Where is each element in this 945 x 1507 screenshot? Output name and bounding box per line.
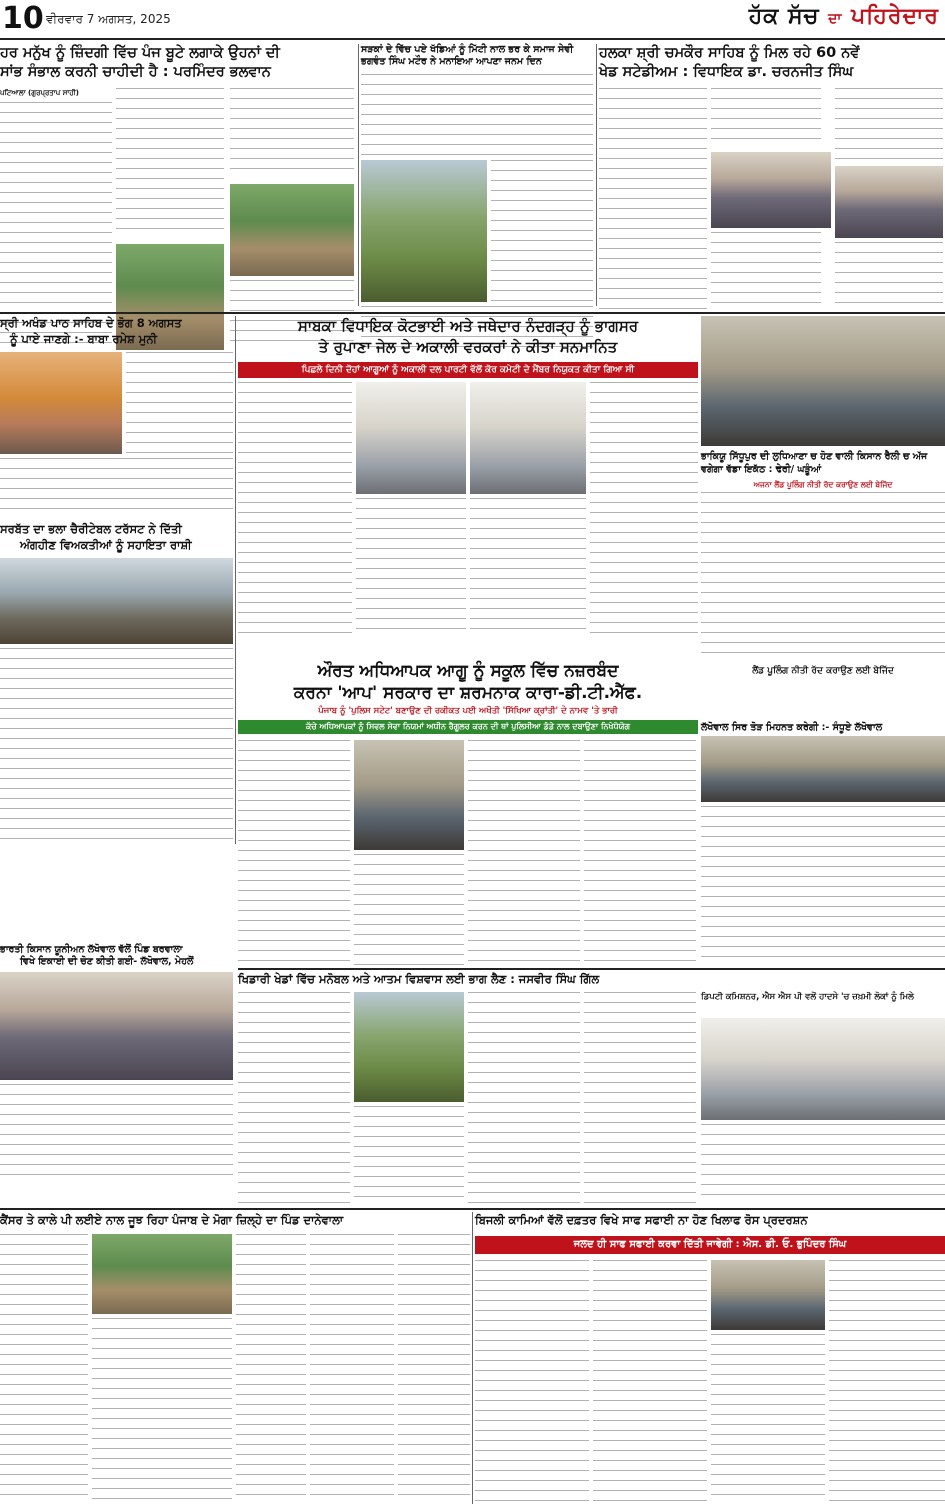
paper-name xyxy=(749,4,939,29)
article-headline-line1: ਸਾਬਕਾ ਵਿਧਾਇਕ ਕੋਟਭਾਈ ਅਤੇ ਜਥੇਦਾਰ ਨੰਦਗੜ੍ਹ ਨੂੰ ਭਾਗਸਰ xyxy=(297,317,639,335)
article-headline: ਲੱਖੋਵਾਲ ਸਿਰ ਤੋੜ ਮਿਹਨਤ ਕਰੇਗੀ :- ਸੰਧੂਏ ਲੱਖੋਵਾਲ xyxy=(701,722,883,733)
article-body xyxy=(354,1106,464,1204)
article-body xyxy=(0,458,233,518)
article-body xyxy=(356,498,466,638)
article-body xyxy=(92,1318,232,1504)
article-body xyxy=(491,160,593,302)
article-headline-line1: ਸਰਬੱਤ ਦਾ ਭਲਾ ਚੈਰੀਟੇਬਲ ਟਰੱਸਟ ਨੇ ਦਿੱਤੀ xyxy=(0,522,182,536)
article-body xyxy=(398,1234,470,1504)
article-body xyxy=(701,492,945,662)
article-body xyxy=(238,992,350,1204)
lakhowal-meeting-photo xyxy=(701,736,945,802)
akali-meeting-photo xyxy=(356,382,466,494)
article-teacher-detention xyxy=(238,660,698,970)
stadium-ceremony-photo xyxy=(835,166,943,238)
article-body xyxy=(236,1234,306,1504)
article-body xyxy=(835,242,943,310)
road-repair-photo xyxy=(361,160,487,302)
article-headline: ਡਿਪਟੀ ਕਮਿਸ਼ਨਰ, ਐਸ ਐਸ ਪੀ ਵਲੋਂ ਹਾਦਸੇ 'ਚ ਜ਼ਖ਼ਮੀ ਲੋਕਾਂ ਨੂੰ ਮਿਲੇ xyxy=(701,992,914,1002)
article-body xyxy=(0,1234,88,1504)
article-headline: ਕੈਂਸਰ ਤੇ ਕਾਲੇ ਪੀ ਲਈਏ ਨਾਲ ਜੂਝ ਰਿਹਾ ਪੰਜਾਬ ਦੇ ਮੋਗਾ ਜ਼ਿਲ੍ਹੇ ਦਾ ਪਿੰਡ ਦਾਨੇਵਾਲਾ xyxy=(0,1213,344,1227)
article-headline-line2: ਨੂੰ ਪਾਏ ਜਾਣਗੇ :- ਬਾਬਾ ਰਮੇਸ਼ ਮੁਨੀ xyxy=(10,332,158,346)
stadium-announcement-photo xyxy=(711,152,831,228)
article-tagline: ਲੈਂਡ ਪੂਲਿੰਗ ਨੀਤੀ ਰੱਦ ਕਰਾਉਣ ਲਈ ਬੇਜਿੱਦ xyxy=(752,666,894,676)
page-number: 10 xyxy=(2,1,44,36)
article-dateline: ਪਟਿਆਲਾ (ਗੁਰਪ੍ਰਤਾਪ ਸਾਹੀ) xyxy=(0,89,80,97)
article-headline-line2: ਖੇਡ ਸਟੇਡੀਅਮ : ਵਿਧਾਇਕ ਡਾ. ਚਰਨਜੀਤ ਸਿੰਘ xyxy=(599,64,854,80)
protest-staff-photo xyxy=(711,1260,825,1330)
article-akali-workers-honour xyxy=(238,316,698,656)
baba-portrait-photo xyxy=(0,352,122,454)
article-barwala-unit xyxy=(0,944,233,1214)
article-headline-line1: ਹਲਕਾ ਸ਼੍ਰੀ ਚਮਕੌਰ ਸਾਹਿਬ ਨੂੰ ਮਿਲ ਰਹੇ 60 ਨਵੇਂ xyxy=(599,45,860,61)
article-headline-line1: ਔਰਤ ਅਧਿਆਪਕ ਆਗੂ ਨੂੰ ਸਕੂਲ ਵਿੱਚ ਨਜ਼ਰਬੰਦ xyxy=(317,661,619,681)
article-body xyxy=(238,740,350,970)
article-body xyxy=(354,854,464,970)
barwala-unit-photo xyxy=(0,972,233,1080)
article-body xyxy=(829,1260,945,1504)
article-dc-visit-injured xyxy=(701,992,945,1204)
section-rule xyxy=(0,1208,945,1210)
article-body xyxy=(468,740,580,970)
teacher-protest-photo xyxy=(354,740,464,850)
article-headline-line1: ਭਾਰਤੀ ਕਿਸਾਨ ਯੂਨੀਅਨ ਲੱਖੋਵਾਲ ਵੱਲੋਂ ਪਿੰਡ ਬਰਵਾਲਾ xyxy=(0,944,183,955)
column-rule xyxy=(472,1212,473,1504)
article-headline: ਖਿਡਾਰੀ ਖੇਡਾਂ ਵਿੱਚ ਮਨੋਬਲ ਅਤੇ ਆਤਮ ਵਿਸ਼ਵਾਸ ਲਈ ਭਾਗ ਲੈਣ : ਜਸਵੀਰ ਸਿੰਘ ਗਿੱਲ xyxy=(238,972,600,986)
wheelchair-distribution-photo xyxy=(0,558,233,644)
article-sports-morale xyxy=(238,972,698,1204)
column-rule xyxy=(596,44,597,306)
article-body xyxy=(116,88,224,238)
article-body xyxy=(230,88,354,178)
article-sarbat-da-bhala xyxy=(0,522,233,982)
paper-name-part3: ਪਹਿਰੇਦਾਰ xyxy=(851,4,939,29)
article-headline: ਬਿਜਲੀ ਕਾਮਿਆਂ ਵੱਲੋਂ ਦਫ਼ਤਰ ਵਿਖੇ ਸਾਫ ਸਫਾਈ ਨਾ ਹੋਣ ਖਿਲਾਫ ਰੋਸ ਪ੍ਰਦਰਸ਼ਨ xyxy=(475,1213,808,1227)
article-headline: ਸੜਕਾਂ ਦੇ ਵਿੱਚ ਪਏ ਖੱਡਿਆਂ ਨੂੰ ਮਿੱਟੀ ਨਾਲ ਭਰ ਕੇ ਸਮਾਜ ਸੇਵੀ ਭਗਵੰਤ ਸਿੰਘ ਮਟੌਰ ਨੇ ਮਨਾਇਆ ਆਪਣਾ ਜਨਮ ਦਿਨ xyxy=(361,44,574,67)
article-plant-trees xyxy=(0,44,356,352)
article-headline-line2: ਵਿਖੇ ਇਕਾਈ ਦੀ ਚੋਣ ਕੀਤੀ ਗਈ- ਲੱਖੋਵਾਲ, ਮੇਹਲੋਂ xyxy=(20,956,194,967)
article-body xyxy=(238,382,352,638)
article-body xyxy=(701,1124,945,1204)
section-rule xyxy=(0,312,945,314)
article-headline-line1: ਹਰ ਮਨੁੱਖ ਨੂੰ ਜ਼ਿੰਦਗੀ ਵਿੱਚ ਪੰਜ ਬੂਟੇ ਲਗਾਕੇ ਉਹਨਾਂ ਦੀ xyxy=(0,45,280,61)
article-body xyxy=(835,88,943,164)
article-body xyxy=(701,806,945,962)
hospital-visit-photo xyxy=(701,1018,945,1120)
article-subhead-banner: ਜਲਦ ਹੀ ਸਾਫ ਸਫਾਈ ਕਰਵਾ ਦਿੱਤੀ ਜਾਵੇਗੀ : ਐਸ. ਡੀ. ਓ. ਭੁਪਿੰਦਰ ਸਿੰਘ xyxy=(475,1236,945,1254)
article-body xyxy=(599,88,707,310)
column-rule xyxy=(235,316,236,844)
article-body xyxy=(711,232,821,310)
akali-honour-photo xyxy=(470,382,586,494)
paper-name-part2: ਦਾ xyxy=(828,11,843,27)
article-body xyxy=(475,1260,589,1504)
article-headline: ਭਾਕਿਯੂ ਸਿੱਧੂਪੁਰ ਦੀ ਲੁਧਿਆਣਾ ਚ ਹੋਣ ਵਾਲੀ ਕਿਸਾਨ ਰੈਲੀ ਚ ਅੱਜ ਵਗੇਗਾ ਵੱਡਾ ਇਕੱਠ : ਢੇਰੀ/ ਘੜੂੰਆਂ xyxy=(701,451,928,475)
article-subhead-banner: ਪਿਛਲੇ ਦਿਨੀ ਦੋਹਾਂ ਆਗੂਆਂ ਨੂੰ ਅਕਾਲੀ ਦਲ ਪਾਰਟੀ ਵੱਲੋਂ ਕੋਰ ਕਮੇਟੀ ਦੇ ਮੈਂਬਰ ਨਿਯੁਕਤ ਕੀਤਾ ਗਿਆ ਸੀ xyxy=(238,362,698,378)
article-cancer-village xyxy=(0,1212,470,1507)
article-body xyxy=(0,648,233,844)
section-rule xyxy=(238,968,945,970)
kisan-leaders-photo xyxy=(701,316,945,446)
tree-planting-photo-2 xyxy=(230,184,354,276)
article-body xyxy=(361,74,593,156)
article-subhead-green: ਕੱਚੇ ਅਧਿਆਪਕਾਂ ਨੂੰ ਸਿਵਲ ਸੇਵਾ ਨਿਯਮਾਂ ਅਧੀਨ ਰੈਗੂਲਰ ਕਰਨ ਦੀ ਥਾਂ ਪੁਲਿਸੀਆ ਡੰਡੇ ਨਾਲ ਦਬਾਉਣਾ ਨਿਖੇਧੋਯੋਗ xyxy=(238,720,698,734)
article-headline-line2: ਅੰਗਹੀਣ ਵਿਅਕਤੀਆਂ ਨੂੰ ਸਹਾਇਤਾ ਰਾਸ਼ੀ xyxy=(20,538,192,552)
column-rule xyxy=(358,44,359,306)
article-body xyxy=(470,498,586,638)
paper-name-part1: ਹੱਕ ਸੱਚ xyxy=(748,4,820,29)
article-body xyxy=(468,992,580,1204)
article-body xyxy=(590,382,698,638)
issue-date: ਵੀਰਵਾਰ 7 ਅਗਸਤ, 2025 xyxy=(46,12,171,26)
article-subhead: ਅਜਨਾ ਲੈਂਡ ਪੂਲਿੰਗ ਨੀਤੀ ਰੱਦ ਕਰਾਉਣ ਲਈ ਬੇਜਿੱਦ xyxy=(753,480,893,489)
article-body xyxy=(711,88,821,148)
article-body xyxy=(711,1334,825,1504)
article-road-potholes xyxy=(361,44,593,352)
article-headline-line2: ਸਾਂਭ ਸੰਭਾਲ ਕਰਨੀ ਚਾਹੀਦੀ ਹੈ : ਪਰਮਿੰਦਰ ਭਲਵਾਨ xyxy=(0,64,271,80)
article-body xyxy=(126,352,233,454)
article-lakhowal-effort xyxy=(701,722,945,964)
article-body xyxy=(584,992,696,1204)
article-body xyxy=(584,740,696,970)
article-headline-line1: ਸ੍ਰੀ ਅਖੰਡ ਪਾਠ ਸਾਹਿਬ ਦੇ ਭੋਗ 8 ਅਗਸਤ xyxy=(0,316,182,330)
article-body xyxy=(0,1084,233,1182)
masthead xyxy=(0,0,945,40)
article-headline-line2: ਕਰਨਾ 'ਆਪ' ਸਰਕਾਰ ਦਾ ਸ਼ਰਮਨਾਕ ਕਾਰਾ-ਡੀ.ਟੀ.ਐੱਫ. xyxy=(293,683,643,703)
sports-team-photo xyxy=(354,992,464,1102)
article-subhead-red: ਪੰਜਾਬ ਨੂੰ 'ਪੁਲਿਸ ਸਟੇਟ' ਬਣਾਉਣ ਦੀ ਰਕੀਕਤ ਪਈ ਅਖੌਤੀ 'ਸਿੱਖਿਆ ਕ੍ਰਾਂਤੀ' ਦੇ ਨਾਮਵ 'ਤੇ ਭਾਰੀ xyxy=(318,706,618,716)
village-pond-photo xyxy=(92,1234,232,1314)
article-body xyxy=(593,1260,707,1504)
article-power-office-cleanliness xyxy=(475,1212,945,1507)
article-kisan-rally xyxy=(701,316,945,718)
article-headline-line2: ਤੇ ਰੁਪਾਣਾ ਜੇਲ ਦੇ ਅਕਾਲੀ ਵਰਕਰਾਂ ਨੇ ਕੀਤਾ ਸਨਮਾਨਿਤ xyxy=(318,338,618,356)
article-sports-stadiums xyxy=(599,44,945,312)
article-body xyxy=(310,1234,394,1504)
